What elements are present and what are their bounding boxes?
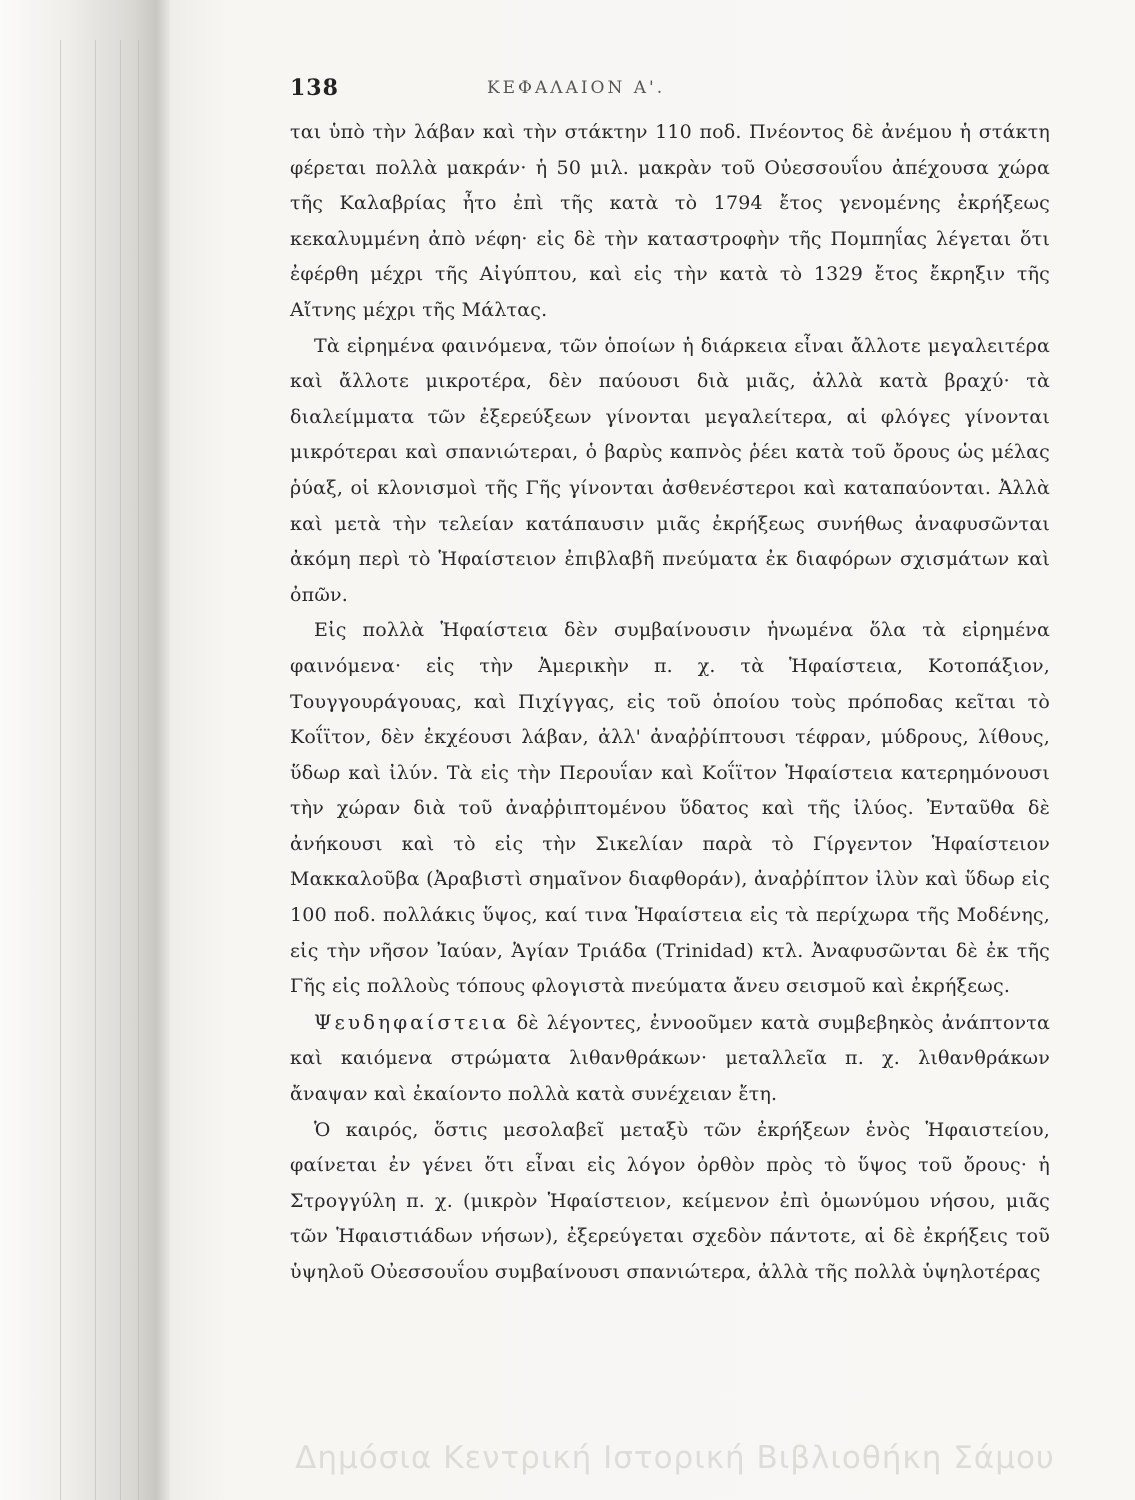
page-edge-line [95,40,96,1500]
pseudovolcano-definition: δὲ λέγοντες, ἐννοοῦμεν κατὰ συμβεβηκὸς ἀνάπτοντα καὶ καιόμενα στρώματα λιθανθράκων· μεταλλεῖα π. χ. λιθανθράκων ἄναψαν καὶ ἐκαίοντο πολλὰ κατὰ συνέχειαν ἔτη. [290,1011,1050,1106]
page-edge-line [120,40,121,1500]
page-number: 138 [290,75,339,101]
chapter-title: ΚΕΦΑΛΑΙΟΝ Α'. [486,78,666,98]
body-text [290,115,1050,1291]
paragraph: Ὁ καιρός, ὅστις μεσολαβεῖ μεταξὺ τῶν ἐκρήξεων ἑνὸς Ἡφαιστείου, φαίνεται ἐν γένει ὅτι εἶναι εἰς λόγον ὀρθὸν πρὸς τὸ ὕψος τοῦ ὄρους· ἡ Στρογγύλη π. χ. (μικρὸν Ἡφαίστειον, κείμενον ἐπὶ ὁμωνύμου νήσου, μιᾶς τῶν Ἡφαιστιάδων νήσων), ἐξερεύγεται σχεδὸν πάντοτε, αἱ δὲ ἐκρήξεις τοῦ ὑψηλοῦ Οὐεσσουΐου συμβαίνουσι σπανιώτερα, ἀλλὰ τῆς πολλὰ ὑψηλοτέρας [290,1118,1050,1283]
page-edge-line [60,40,61,1500]
page-edge-line [138,40,139,1500]
library-watermark: Δημόσια Κεντρική Ιστορική Βιβλιοθήκη Σάμου [295,1440,1055,1476]
paragraph: ται ὑπὸ τὴν λάβαν καὶ τὴν στάκτην 110 ποδ. Πνέοντος δὲ ἀνέμου ἡ στάκτη φέρεται πολλὰ μακράν· ἡ 50 μιλ. μακρὰν τοῦ Οὐεσσουΐου ἀπέχουσα χώρα τῆς Καλαβρίας ἦτο ἐπὶ τῆς κατὰ τὸ 1794 ἔτος γενομένης ἐκρήξεως κεκαλυμμένη ἀπὸ νέφη· εἰς δὲ τὴν καταστροφὴν τῆς Πομπηΐας λέγεται ὅτι ἐφέρθη μέχρι τῆς Αἰγύπτου, καὶ εἰς τὴν κατὰ τὸ 1329 ἔτος ἔκρηξιν τῆς Αἴτνης μέχρι τῆς Μάλτας. [290,121,1050,321]
book-spine [0,0,170,1500]
page-header [290,68,830,108]
paragraph: Εἰς πολλὰ Ἡφαίστεια δὲν συμβαίνουσιν ἡνωμένα ὅλα τὰ εἰρημένα φαινόμενα· εἰς τὴν Ἀμερικὴν π. χ. τὰ Ἡφαίστεια, Κοτοπάξιον, Τουγγουράγουας, καὶ Πιχίγγας, εἰς τοῦ ὁποίου τοὺς πρόποδας κεῖται τὸ Κοΐϊτον, δὲν ἐκχέουσι λάβαν, ἀλλ' ἀναῤῥίπτουσι τέφραν, μύδρους, λίθους, ὕδωρ καὶ ἰλύν. Τὰ εἰς τὴν Περουΐαν καὶ Κοΐϊτον Ἡφαίστεια κατερημόνουσι τὴν χώραν διὰ τοῦ ἀναῤῥιπτομένου ὕδατος καὶ τῆς ἰλύος. Ἐνταῦθα δὲ ἀνήκουσι καὶ τὸ εἰς τὴν Σικελίαν παρὰ τὸ Γίργεντον Ἡφαίστειον Μακκαλοῦβα (Ἀραβιστὶ σημαῖνον διαφθοράν), ἀναῤῥίπτον ἰλὺν καὶ ὕδωρ εἰς 100 ποδ. πολλάκις ὕψος, καί τινα Ἡφαίστεια εἰς τὰ περίχωρα τῆς Μοδένης, εἰς τὴν νῆσον Ἰαύαν, Ἁγίαν Τριάδα (Trinidad) κτλ. Ἀναφυσῶνται δὲ ἐκ τῆς Γῆς εἰς πολλοὺς τόπους φλογιστὰ πνεύματα ἄνευ σεισμοῦ καὶ ἐκρήξεως. [290,619,1050,998]
pseudovolcano-term: Ψευδηφαίστεια [314,1009,509,1034]
paragraph [290,1005,1050,1113]
paragraph: Τὰ εἰρημένα φαινόμενα, τῶν ὁποίων ἡ διάρκεια εἶναι ἄλλοτε μεγαλειτέρα καὶ ἄλλοτε μικροτέρα, δὲν παύουσι διὰ μιᾶς, ἀλλὰ κατὰ βραχύ· τὰ διαλείμματα τῶν ἐξερεύξεων γίνονται μεγαλείτερα, αἱ φλόγες γίνονται μικρότεραι καὶ σπανιώτεραι, ὁ βαρὺς καπνὸς ῥέει κατὰ τοῦ ὄρους ὡς μέλας ῥύαξ, οἱ κλονισμοὶ τῆς Γῆς γίνονται ἀσθενέστεροι καὶ καταπαύονται. Ἀλλὰ καὶ μετὰ τὴν τελείαν κατάπαυσιν μιᾶς ἐκρήξεως συνήθως ἀναφυσῶνται ἀκόμη περὶ τὸ Ἡφαίστειον ἐπιβλαβῆ πνεύματα ἐκ διαφόρων σχισμάτων καὶ ὀπῶν. [290,334,1050,606]
